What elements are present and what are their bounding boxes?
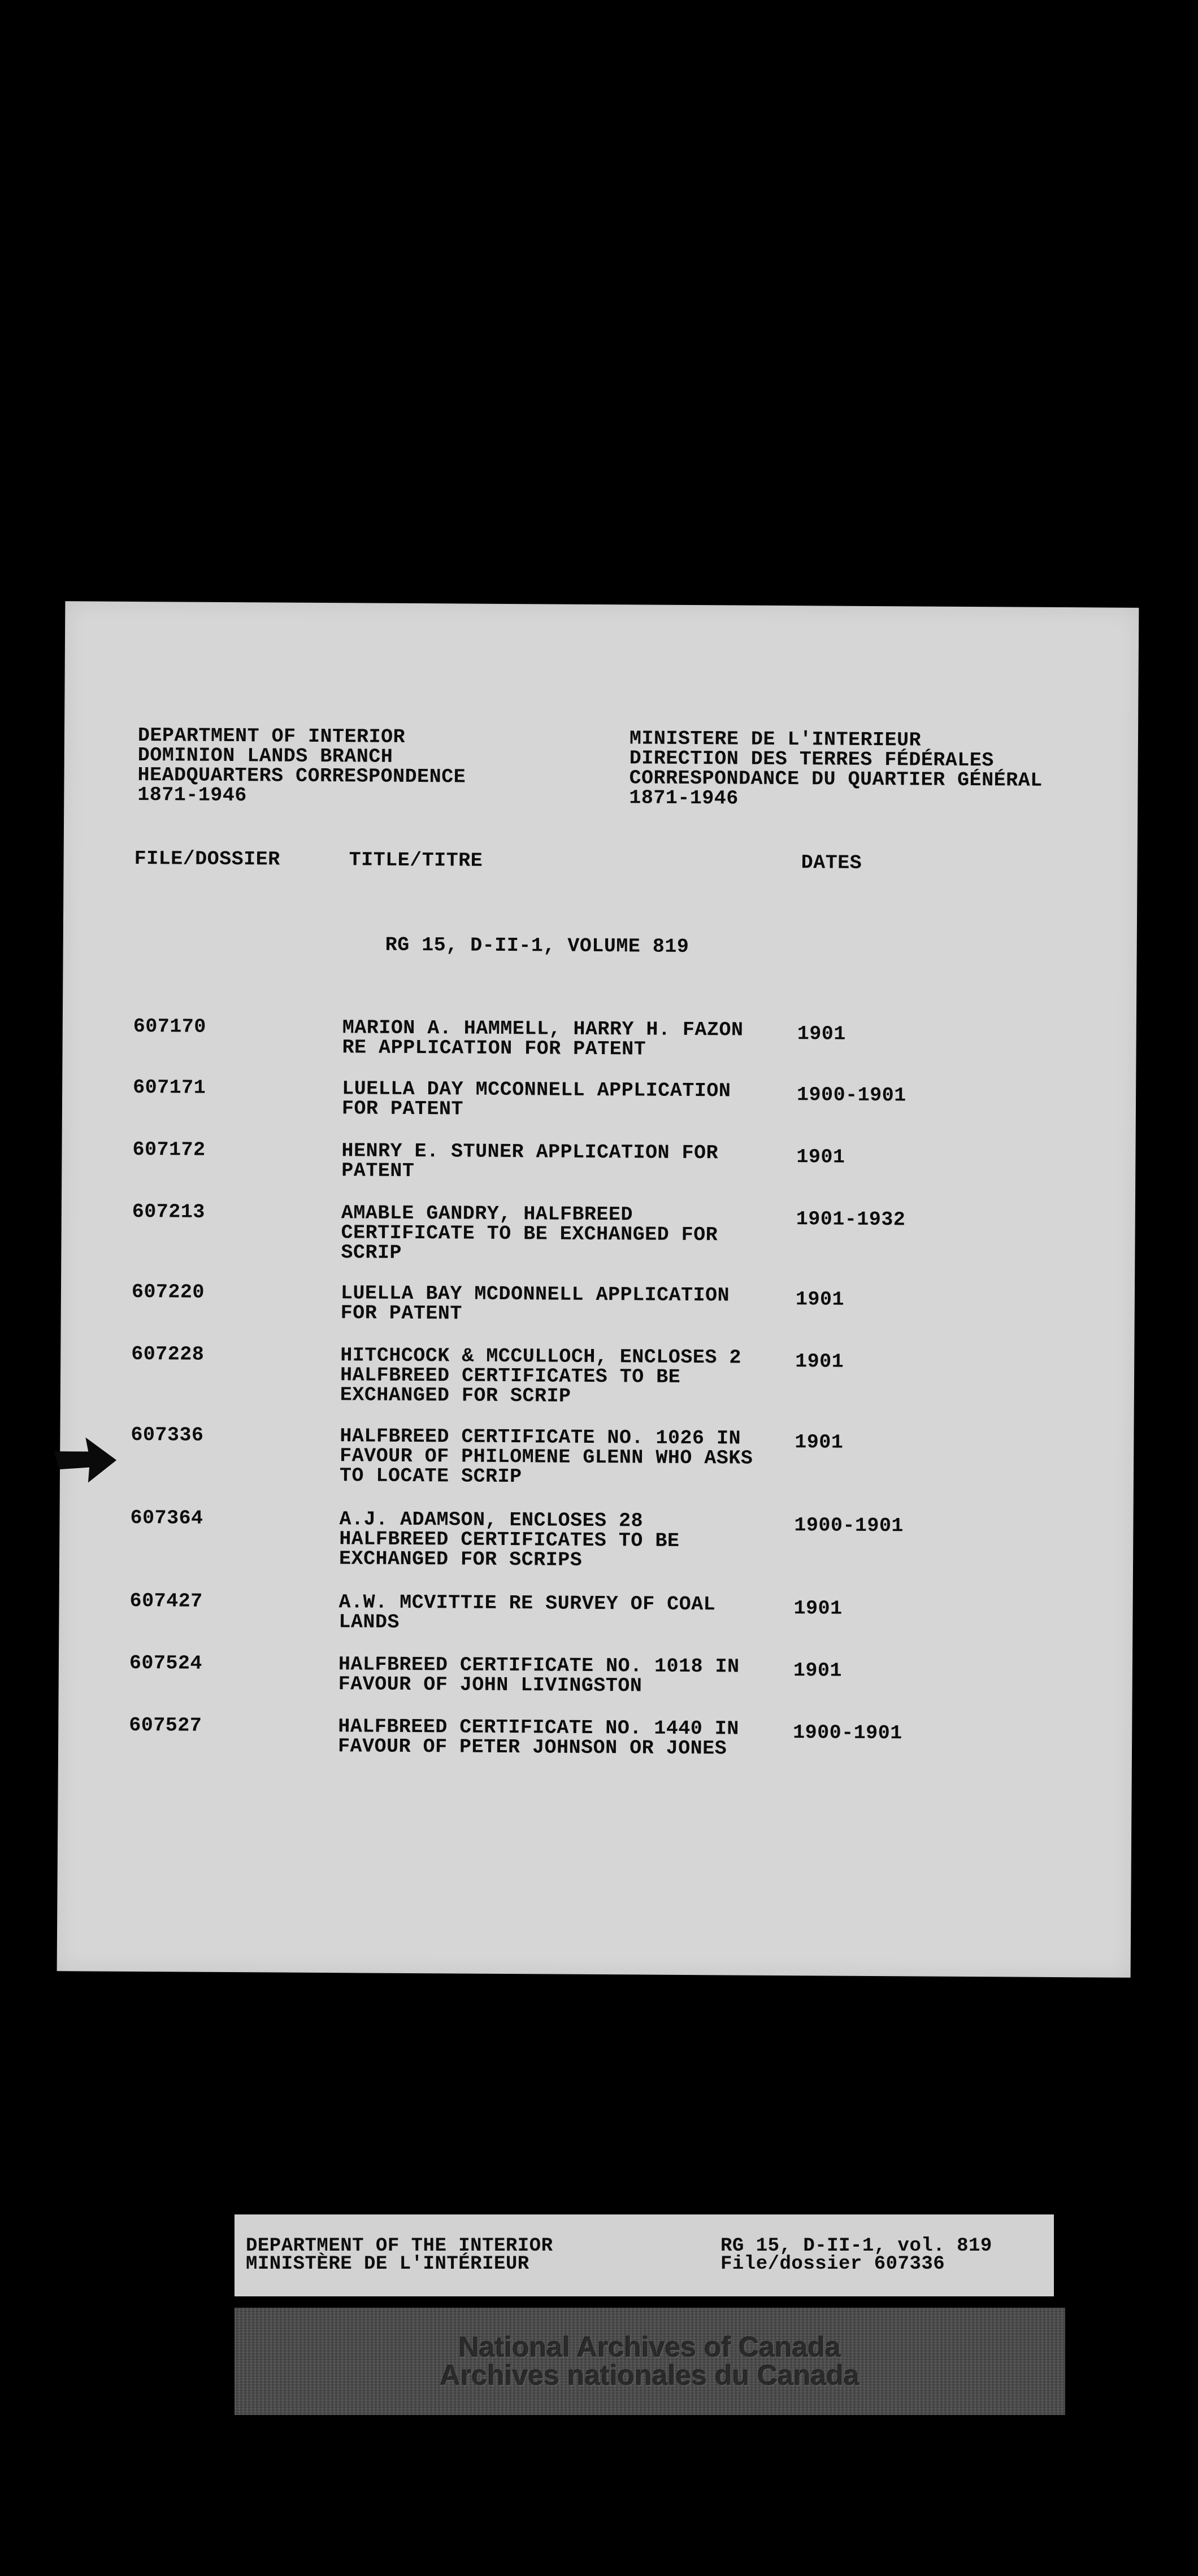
file-title-line: AMABLE GANDRY, HALFBREED (341, 1202, 633, 1226)
file-title-line: HALFBREED CERTIFICATE NO. 1440 IN (338, 1715, 739, 1740)
file-number: 607524 (129, 1651, 203, 1675)
footer-label-left: DEPARTMENT OF THE INTERIOR MINISTÈRE DE L'INTÉRIEUR (246, 2235, 553, 2275)
column-header-title: TITLE/TITRE (349, 848, 483, 872)
file-number: 607213 (132, 1200, 205, 1224)
file-number: 607336 (131, 1423, 204, 1447)
file-title-line: LUELLA BAY MCDONNELL APPLICATION (340, 1282, 730, 1307)
file-title (340, 1426, 753, 1488)
file-title-line: HITCHCOCK & MCCULLOCH, ENCLOSES 2 (340, 1344, 742, 1369)
document-sheet (57, 601, 1139, 1978)
file-title-line: EXCHANGED FOR SCRIP (340, 1383, 571, 1408)
header-right: MINISTERE DE L'INTERIEUR DIRECTION DES TERRES FÉDÉRALES CORRESPONDANCE DU QUARTIER GÉNÉRAL 1871-1946 (629, 727, 1043, 810)
file-title (342, 1018, 743, 1060)
column-header-dates: DATES (801, 851, 862, 874)
file-number: 607364 (130, 1506, 203, 1530)
footer-label (235, 2214, 1054, 2296)
file-title (338, 1717, 739, 1759)
file-dates: 1900-1901 (794, 1514, 904, 1538)
file-dates: 1901 (796, 1146, 845, 1169)
file-dates: 1901 (797, 1022, 846, 1046)
file-title-line: TO LOCATE SCRIP (339, 1464, 522, 1489)
file-number: 607427 (129, 1589, 203, 1613)
file-title (339, 1509, 680, 1571)
file-number: 607170 (133, 1015, 206, 1038)
file-title-line: FAVOUR OF PETER JOHNSON OR JONES (337, 1735, 727, 1760)
pointer-arrow-icon (54, 1434, 117, 1486)
column-header-file: FILE/DOSSIER (134, 847, 280, 871)
file-title-line: MARION A. HAMMELL, HARRY H. FAZON (342, 1016, 744, 1042)
file-number: 607220 (131, 1280, 205, 1304)
file-title-line: A.W. MCVITTIE RE SURVEY OF COAL (338, 1591, 716, 1616)
file-dates: 1901 (793, 1659, 843, 1682)
file-title (340, 1346, 741, 1407)
file-title-line: PATENT (341, 1159, 415, 1183)
file-title-line: FOR PATENT (340, 1302, 462, 1325)
file-title (341, 1283, 730, 1325)
file-dates: 1901 (795, 1350, 844, 1373)
file-title-line: FOR PATENT (341, 1097, 464, 1121)
file-title-line: FAVOUR OF PHILOMENE GLENN WHO ASKS (340, 1444, 753, 1470)
file-title-line: FAVOUR OF JOHN LIVINGSTON (338, 1673, 643, 1698)
file-dates: 1901-1932 (796, 1208, 906, 1232)
file-title-line: HALFBREED CERTIFICATE NO. 1026 IN (340, 1425, 741, 1450)
file-title-line: CERTIFICATE TO BE EXCHANGED FOR (341, 1221, 718, 1247)
archive-stamp-line2: Archives nationales du Canada (440, 2360, 860, 2391)
file-title (341, 1203, 718, 1265)
file-title-line: SCRIP (341, 1241, 402, 1264)
file-title-line: HALFBREED CERTIFICATES TO BE (339, 1528, 680, 1552)
file-dates: 1901 (795, 1288, 845, 1311)
file-number: 607171 (133, 1076, 206, 1099)
file-dates: 1901 (793, 1597, 843, 1620)
file-number: 607228 (131, 1342, 205, 1366)
file-title-line: RE APPLICATION FOR PATENT (342, 1036, 646, 1061)
footer-label-right: RG 15, D-II-1, vol. 819 File/dossier 607336 (720, 2235, 992, 2275)
file-title (338, 1655, 740, 1696)
file-number: 607172 (132, 1138, 206, 1161)
file-dates: 1900-1901 (793, 1721, 902, 1745)
file-dates: 1901 (795, 1431, 844, 1454)
file-dates: 1900-1901 (796, 1084, 906, 1107)
file-title-line: HENRY E. STUNER APPLICATION FOR (341, 1139, 719, 1165)
file-title (342, 1079, 731, 1121)
file-title-line: HALFBREED CERTIFICATE NO. 1018 IN (338, 1653, 740, 1678)
archive-stamp-line1: National Archives of Canada (458, 2331, 841, 2363)
file-title-line: LANDS (338, 1611, 400, 1634)
file-number: 607527 (129, 1713, 202, 1737)
file-title (338, 1592, 715, 1634)
file-title-line: HALFBREED CERTIFICATES TO BE (340, 1364, 681, 1389)
file-title-line: A.J. ADAMSON, ENCLOSES 28 (339, 1508, 644, 1533)
file-title-line: EXCHANGED FOR SCRIPS (338, 1547, 583, 1572)
file-title (341, 1141, 718, 1183)
archive-stamp (235, 2308, 1065, 2415)
file-title-line: LUELLA DAY MCCONNELL APPLICATION (342, 1077, 731, 1103)
volume-heading: RG 15, D-II-1, VOLUME 819 (385, 933, 689, 958)
header-left: DEPARTMENT OF INTERIOR DOMINION LANDS BRANCH HEADQUARTERS CORRESPONDENCE 1871-1946 (137, 724, 466, 807)
